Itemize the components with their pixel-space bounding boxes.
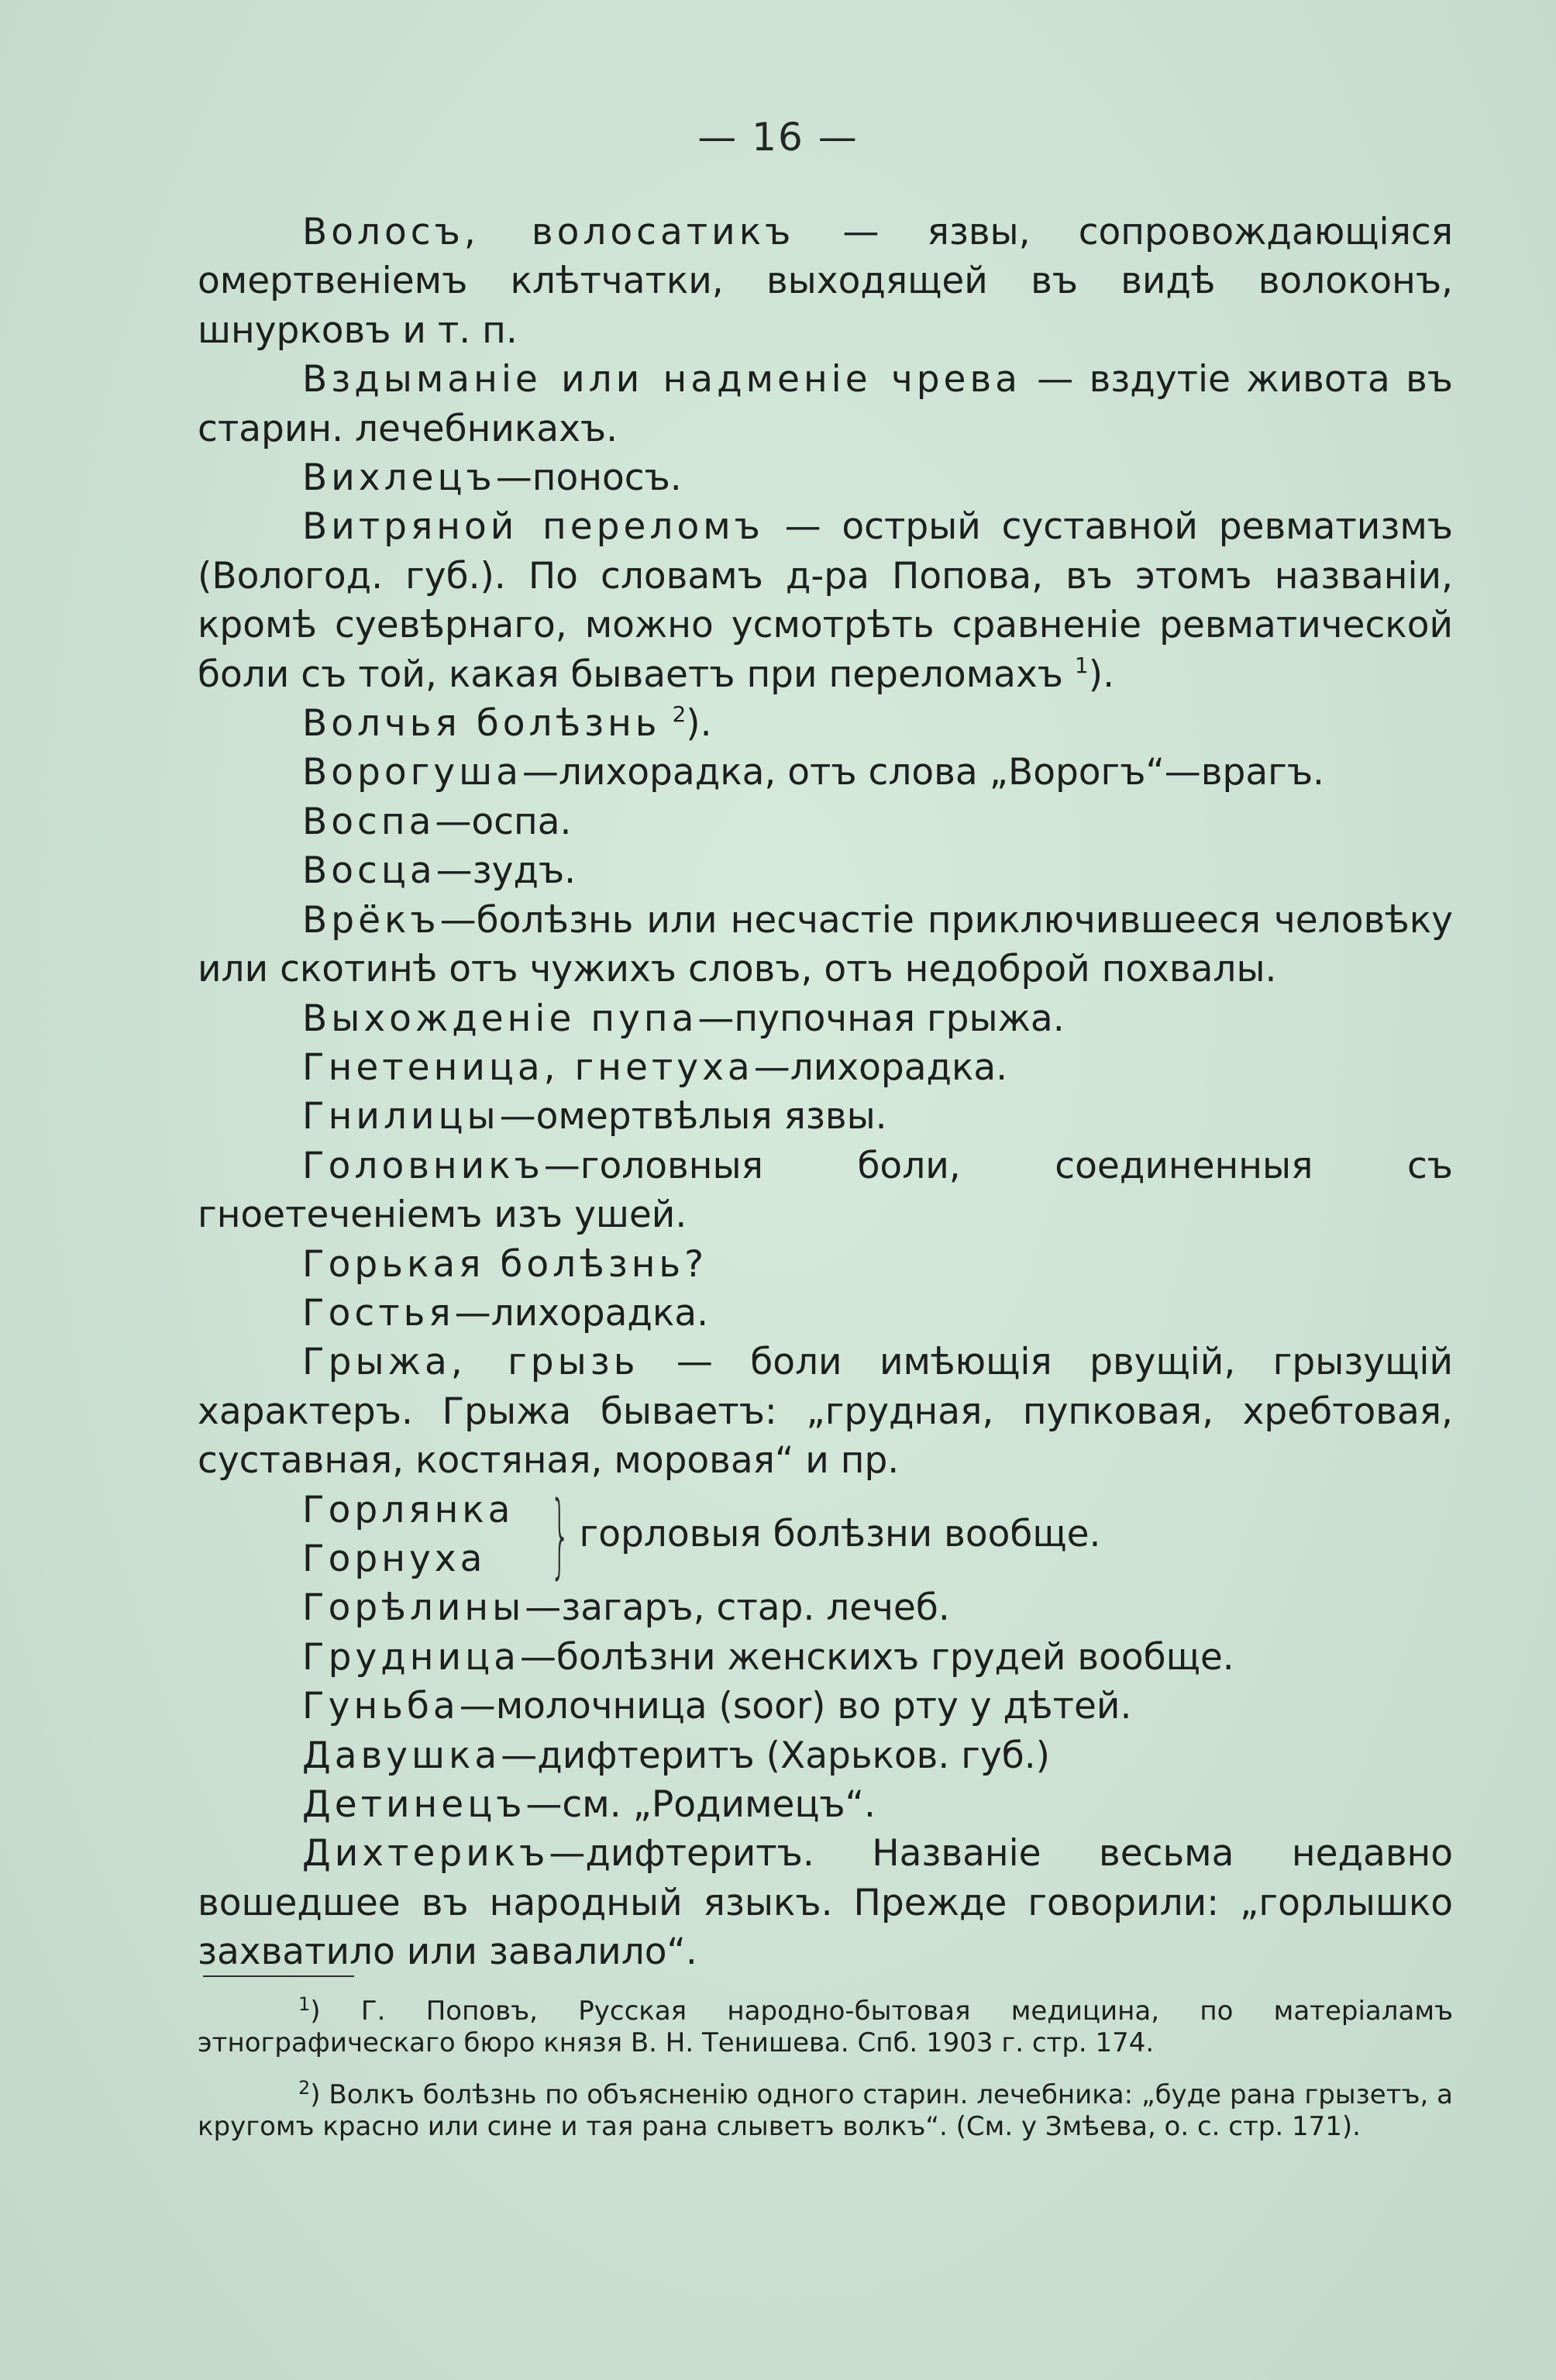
entry-vykhozhdenie-pupa: [198, 994, 1453, 1043]
entry-term: Горнуха: [302, 1537, 487, 1580]
entry-dikhterik: [198, 1829, 1453, 1976]
footnote-mark: 2: [298, 2077, 311, 2099]
entry-gostya: [198, 1289, 1453, 1338]
entry-definition: [661, 702, 673, 745]
page-number: — 16 —: [697, 115, 859, 160]
entry-definition: —лихорадка.: [753, 1045, 1008, 1089]
entry-term: Давушка: [302, 1734, 501, 1777]
grouped-terms: [302, 1486, 515, 1584]
entry-gunba: [198, 1682, 1453, 1731]
entry-vospa: [198, 797, 1453, 846]
entry-vikhlets: [198, 453, 1453, 502]
entry-term: Горлянка: [302, 1488, 515, 1531]
footnotes: [198, 1993, 1453, 2163]
entry-definition: —омертвѣлыя язвы.: [499, 1095, 887, 1138]
entry-definition: —пупочная грыжа.: [697, 997, 1065, 1040]
footnote-ref[interactable]: 1: [1074, 652, 1089, 678]
footnote-mark: 1: [298, 1993, 311, 2015]
entry-term: Волчья болѣзнь: [302, 702, 661, 746]
footnote-text: ) Г. Поповъ, Русская народно-бытовая медицина, по матеріаламъ этнографическаго бюро князя В. Н. Тенишева. Спб. 1903 г. стр. 174.: [198, 1996, 1453, 2058]
entry-grudnitsa: [198, 1633, 1453, 1682]
entry-term: Выхожденіе пупа: [302, 997, 698, 1040]
entry-term: Вихлецъ: [302, 456, 496, 500]
entry-definition: горловыя болѣзни вообще.: [579, 1513, 1101, 1556]
entry-term: Волосъ, волосатикъ: [302, 211, 795, 253]
entry-gnilitsy: [198, 1092, 1453, 1141]
entry-davushka: [198, 1731, 1453, 1780]
entry-vostsa: [198, 846, 1453, 895]
footnote-2: [198, 2079, 1453, 2143]
entry-definition: —дифтеритъ. Названіе весьма недавно вошедшее въ народный языкъ. Прежде говорили: „горлышко захватило или завалило“.: [198, 1832, 1453, 1974]
entry-term: Гостья: [302, 1291, 455, 1335]
entry-term: Вздыманіе или надменіе чрева: [302, 358, 1021, 401]
entry-tail: ).: [686, 702, 712, 746]
curly-brace-icon: }: [549, 1480, 570, 1588]
entry-term: Гуньба: [302, 1685, 460, 1728]
entry-definition: —молочница (soor) во рту у дѣтей.: [459, 1685, 1132, 1728]
entry-term: Витряной переломъ: [302, 505, 764, 549]
entry-definition: — острый суставной ревматизмъ (Вологод. губ.). По словамъ д-ра Попова, въ этомъ названіи, кромѣ суевѣрнаго, можно усмотрѣть сравненіе ревматической боли съ той, какая бываетъ при переломахъ: [198, 505, 1453, 696]
entry-term: Грудница: [302, 1635, 520, 1679]
entry-definition: —головныя боли, соединенныя съ гноетеченіемъ изъ ушей.: [198, 1144, 1453, 1237]
entry-definition: — боли имѣющія рвущій, грызущій характеръ. Грыжа бываетъ: „грудная, пупковая, хребтовая, суставная, костяная, моровая“ и пр.: [198, 1341, 1453, 1483]
entry-definition: —оспа.: [435, 800, 572, 843]
entry-tail: ).: [1088, 653, 1115, 696]
entry-term: Врёкъ: [302, 898, 440, 942]
entry-volos: [198, 208, 1453, 355]
entry-gorlyanka-gornukha: [302, 1480, 1453, 1588]
entry-definition: — язвы, сопровождающіяся омертвеніемъ клѣтчатки, выходящей въ видѣ волоконъ, шнурковъ и т. п.: [198, 211, 1453, 352]
entry-vorogusha: [198, 748, 1453, 797]
entry-definition: —дифтеритъ (Харьков. губ.): [501, 1734, 1051, 1777]
entry-definition: —лихорадка, отъ слова „Ворогъ“—врагъ.: [522, 751, 1324, 794]
entry-term: Грыжа, грызь: [302, 1341, 639, 1384]
entry-term: Воспа: [302, 800, 435, 843]
entry-definition: —поносъ.: [495, 456, 682, 500]
entry-term: Горькая болѣзнь?: [302, 1242, 708, 1286]
footnote-ref[interactable]: 2: [672, 701, 687, 728]
entry-golovnik: [198, 1142, 1453, 1240]
entry-term: Горѣлины: [302, 1586, 525, 1630]
entry-term: Гнилицы: [302, 1095, 500, 1138]
entry-volchya-bolezn: [198, 699, 1453, 748]
entry-detinets: [198, 1780, 1453, 1829]
entry-definition: —см. „Родимецъ“.: [525, 1782, 876, 1826]
entry-term: Детинецъ: [302, 1782, 526, 1826]
entry-vitryanoy-perelom: [198, 502, 1453, 699]
entry-term: Восца: [302, 849, 436, 893]
entry-term: Гнетеница, гнетуха: [302, 1045, 754, 1089]
entry-gnetenitsa: [198, 1043, 1453, 1092]
entry-gorkaya-bolezn: [198, 1240, 1453, 1289]
entry-term: Головникъ: [302, 1144, 544, 1187]
dictionary-entries: [198, 208, 1453, 1977]
entry-definition: —болѣзни женскихъ грудей вообще.: [519, 1635, 1234, 1679]
entry-vrek: [198, 896, 1453, 994]
entry-term: Дихтерикъ: [302, 1832, 549, 1875]
entry-definition: —лихорадка.: [454, 1291, 709, 1335]
footnote-divider: [203, 1975, 354, 1977]
entry-term: Ворогуша: [302, 751, 522, 794]
entry-definition: — вздутіе живота въ старин. лечебникахъ.: [198, 358, 1454, 450]
entry-definition: —загаръ, стар. лечеб.: [525, 1586, 950, 1630]
entry-vzdymanie: [198, 355, 1453, 453]
entry-definition: —болѣзнь или несчастіе приключившееся человѣку или скотинѣ отъ чужихъ словъ, отъ недоброй похвалы.: [198, 898, 1453, 991]
footnote-1: [198, 1993, 1453, 2059]
entry-gorelina: [198, 1583, 1453, 1632]
entry-definition: —зудъ.: [435, 849, 577, 893]
footnote-text: ) Волкъ болѣзнь по объясненію одного старин. лечебника: „буде рана грызетъ, а кругомъ красно или сине и тая рана слыветъ волкъ“. (См. у Змѣева, о. с. стр. 171).: [198, 2079, 1453, 2142]
entry-gryzha: [198, 1338, 1453, 1485]
